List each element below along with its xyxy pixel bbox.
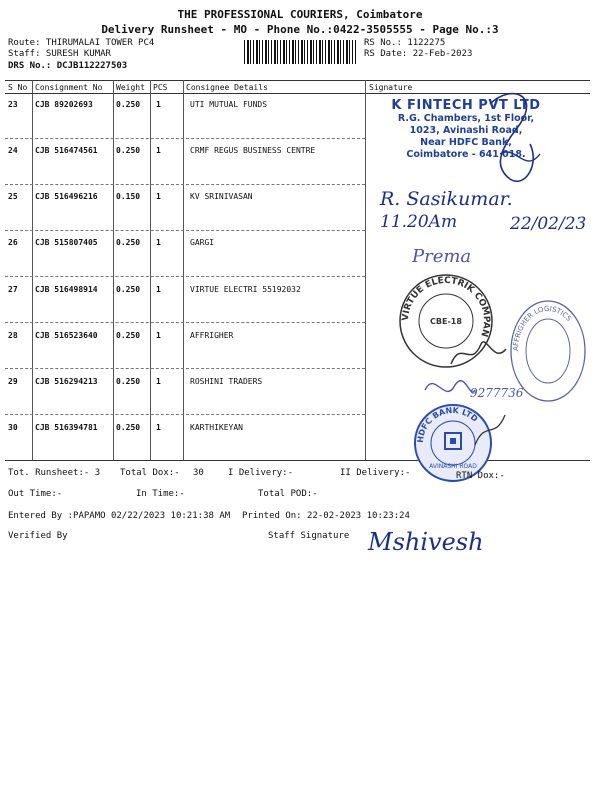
company-title: THE PROFESSIONAL COURIERS, Coimbatore [177, 8, 423, 21]
row-consignment: CJB 516394781 [35, 423, 98, 432]
row-consignment: CJB 516523640 [35, 331, 98, 340]
staff-label: Staff: SURESH KUMAR [8, 49, 111, 59]
row-sno: 23 [8, 100, 18, 109]
table-bottom-border [5, 460, 590, 461]
svg-text:AFFRIGHER LOGISTICS [512, 305, 573, 351]
signature-time-25: 11.20Am [380, 212, 458, 232]
signature-number-29: 9277736 [470, 386, 524, 400]
row-consignment: CJB 515807405 [35, 238, 98, 247]
kfintech-stamp-title: K FINTECH PVT LTD [391, 98, 541, 113]
row-divider [5, 184, 365, 185]
row-consignment: CJB 89202693 [35, 100, 93, 109]
in-time: In Time:- [136, 489, 185, 499]
table-top-border [5, 80, 590, 81]
row-consignee: KARTHIKEYAN [190, 423, 243, 432]
col-divider [32, 80, 33, 460]
signature-row-26: Prema [412, 246, 472, 267]
row-sno: 24 [8, 146, 18, 155]
row-sno: 28 [8, 331, 18, 340]
signature-scribble-24 [470, 84, 560, 194]
kfintech-stamp-line: R.G. Chambers, 1st Floor, [397, 113, 535, 124]
row-pcs: 1 [156, 331, 161, 340]
barcode-image [244, 40, 356, 64]
signature-row-25: R. Sasikumar. [380, 188, 513, 210]
out-time: Out Time:- [8, 489, 63, 499]
col-divider [183, 80, 184, 460]
row-divider [5, 230, 365, 231]
row-consignee: AFFRIGHER [190, 331, 234, 340]
hdfc-stamp-text: HDFC BANK LTD [415, 405, 480, 444]
row-consignment: CJB 516294213 [35, 377, 98, 386]
row-sno: 27 [8, 285, 18, 294]
drs-number: DRS No.: DCJB112227503 [8, 61, 128, 71]
col-header-weight: Weight [116, 83, 145, 92]
row-consignee: ROSHINI TRADERS [190, 377, 263, 386]
row-weight: 0.250 [116, 285, 141, 294]
row-pcs: 1 [156, 100, 161, 109]
signature-scribble-28 [446, 334, 516, 374]
i-delivery: I Delivery:- [228, 468, 294, 478]
row-pcs: 1 [156, 285, 161, 294]
entered-by: Entered By :PAPAMO 02/22/2023 10:21:38 AM [8, 511, 231, 521]
total-dox-value: 30 [193, 468, 204, 478]
kfintech-stamp-line: Coimbatore - 641 018. [406, 149, 526, 160]
row-divider [5, 276, 365, 277]
tot-runsheet: Tot. Runsheet:- 3 [8, 468, 101, 478]
row-consignee: KV SRINIVASAN [190, 192, 253, 201]
total-pod: Total POD:- [258, 489, 318, 499]
row-sno: 30 [8, 423, 18, 432]
row-weight: 0.250 [116, 331, 141, 340]
row-consignee: UTI MUTUAL FUNDS [190, 100, 268, 109]
col-header-pcs: PCS [153, 83, 168, 92]
row-divider [5, 414, 365, 415]
row-pcs: 1 [156, 146, 161, 155]
ii-delivery: II Delivery:- [340, 468, 411, 478]
row-weight: 0.250 [116, 238, 141, 247]
rtn-dox: RTN Dox:- [456, 471, 505, 481]
kfintech-stamp-line: Near HDFC Bank, [420, 137, 512, 148]
col-divider [113, 80, 114, 460]
svg-text:VIRTUE ELECTRIK COMPAN [401, 276, 491, 338]
row-sno: 29 [8, 377, 18, 386]
row-sno: 26 [8, 238, 18, 247]
row-consignee: VIRTUE ELECTRI 55192032 [190, 285, 301, 294]
virtue-stamp-center: CBE-18 [430, 317, 462, 326]
row-pcs: 1 [156, 192, 161, 201]
verified-by: Verified By [8, 531, 68, 541]
col-divider [150, 80, 151, 460]
row-weight: 0.250 [116, 377, 141, 386]
row-consignee: CRMF REGUS BUSINESS CENTRE [190, 146, 316, 155]
row-weight: 0.150 [116, 192, 141, 201]
printed-on: Printed On: 22-02-2023 10:23:24 [242, 511, 410, 521]
total-dox-label: Total Dox:- [120, 468, 180, 478]
row-consignee: GARGI [190, 238, 215, 247]
col-header-consignee: Consignee Details [186, 83, 268, 92]
row-sno: 25 [8, 192, 18, 201]
kfintech-stamp-line: 1023, Avinashi Road, [409, 125, 523, 136]
hdfc-stamp-sub: AVINASHI ROAD [429, 463, 477, 470]
col-header-sno: S No [8, 83, 28, 92]
row-weight: 0.250 [116, 100, 141, 109]
row-consignment: CJB 516498914 [35, 285, 98, 294]
row-consignment: CJB 516496216 [35, 192, 98, 201]
row-pcs: 1 [156, 238, 161, 247]
staff-signature-label: Staff Signature [268, 531, 350, 541]
rs-number: RS No.: 1122275 [364, 38, 446, 48]
col-divider [365, 80, 366, 460]
virtue-stamp-text: VIRTUE ELECTRIK COMPAN [400, 275, 492, 338]
row-divider [5, 322, 365, 323]
row-consignment: CJB 516474561 [35, 146, 98, 155]
rs-date: RS Date: 22-Feb-2023 [364, 49, 473, 59]
signature-scribble-30 [470, 410, 510, 450]
runsheet-title: Delivery Runsheet - MO - Phone No.:0422-3505555 - Page No.:3 [101, 23, 499, 36]
row-pcs: 1 [156, 423, 161, 432]
row-weight: 0.250 [116, 146, 141, 155]
affrigher-stamp-text: AFFRIGHER LOGISTICS [511, 304, 573, 352]
row-pcs: 1 [156, 377, 161, 386]
col-header-consignment: Consignment No [35, 83, 103, 92]
route-label: Route: THIRUMALAI TOWER PC4 [8, 38, 155, 48]
row-divider [5, 138, 365, 139]
signature-date-25: 22/02/23 [510, 214, 587, 234]
col-header-signature: Signature [369, 83, 413, 92]
row-divider [5, 368, 365, 369]
staff-signature: Mshivesh [368, 528, 484, 556]
row-weight: 0.250 [116, 423, 141, 432]
